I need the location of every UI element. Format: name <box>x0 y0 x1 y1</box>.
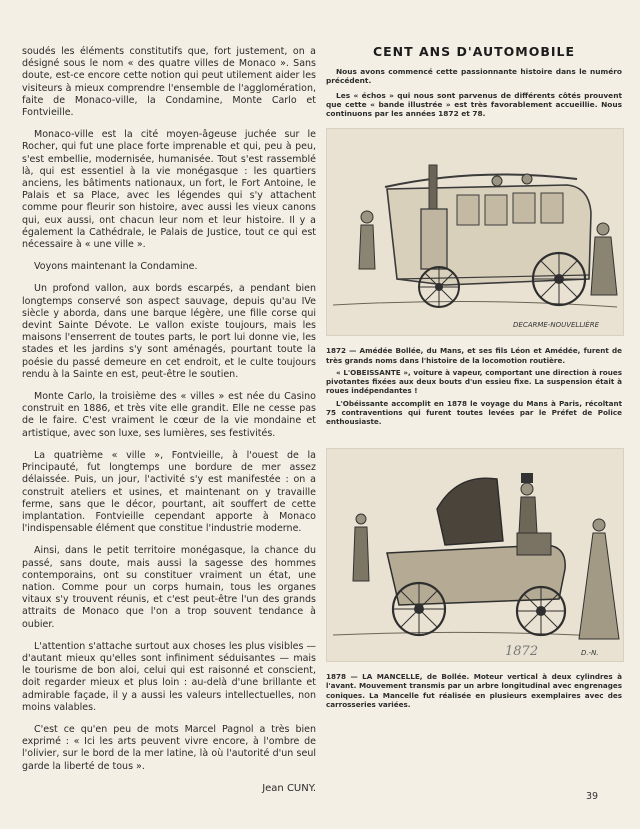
article-paragraph: soudés les éléments constitutifs que, fort justement, on a désigné sous le nom « des quatre villes de Monaco ». Sans doute, est-ce encore cette notion qui peut utilement aider les visiteurs à mieux comprendre l'ensemble de l'agglomération, faite de Monaco-ville, la Condamine, Monte Carlo et Fontvieille. <box>22 46 316 119</box>
illustration-caption: L'Obéissante accomplit en 1878 le voyage du Mans à Paris, récoltant 75 contraventions qui furent toutes levées par le Préfet de Police enthousiaste. <box>326 398 622 426</box>
steam-carriage-drawing <box>327 129 623 335</box>
article-paragraph: Monte Carlo, la troisième des « villes » est née du Casino construit en 1886, et très vite elle grandit. Elle ne cesse pas de le faire. C'est vraiment le cœur de la vie mondaine et artistique, avec son luxe, ses lumières, ses festivités. <box>22 391 316 439</box>
author-signature: Jean CUNY. <box>262 782 316 794</box>
article-paragraph: Ainsi, dans le petit territoire monégasque, la chance du passé, sans doute, mais aussi la sagesse des hommes contemporains, ont su constituer vraiment un état, une nation. Comme pour un corps humain, tous les organes vitaux s'y trouvent réunis, et c'est peut-être l'un des grands attraits de Monaco que l'on a trop souvent tendance à oubier. <box>22 545 316 630</box>
article-paragraph: C'est ce qu'en peu de mots Marcel Pagnol a très bien exprimé : « Ici les arts peuvent vivre encore, à l'ombre de l'olivier, sur le bord de la mer latine, là où l'autorité d'un seul garde la liberté de tous ». <box>22 723 316 772</box>
article-paragraph: Un profond vallon, aux bords escarpés, a pendant bien longtemps conservé son aspect sauvage, depuis qu'au IVe siècle y aborda, dans une barque légère, une fille corse qui devint Sainte Dévote. Le vallon existe toujours, mais les maisons l'enserrent de toutes parts, le port lui donne vie, les stades et les jardins s'y sont aménagés, pourtant toute la poésie du passé demeure en cet endroit, et le culte toujours rendu à la Sainte en est, peut-être le soutien. <box>22 283 316 380</box>
feature-heading: CENT ANS D'AUTOMOBILE <box>372 44 576 59</box>
page-number: 39 <box>586 791 599 802</box>
illustration-caption: 1878 — LA MANCELLE, de Bollée. Moteur vertical à deux cylindres à l'avant. Mouvement transmis par un arbre longitudinal avec engrenages coniques. La Mancelle fut réalisée en plusieurs exemplaires avec des carrosseries variées. <box>326 672 622 709</box>
la-mancelle-illustration <box>326 448 624 662</box>
artist-signature: D.-N. <box>581 649 599 658</box>
article-paragraph: L'attention s'attache surtout aux choses les plus visibles — d'autant mieux qu'elles sont infiniment séduisantes — mais le tourisme de bon aloi, celui qui est raisonné et conscient, doit regarder mieux et plus loin : au-delà d'une brillante et admirable façade, il y a aussi les valeurs intellectuelles, non moins valables. <box>22 640 316 713</box>
illustration-caption: « L'OBEISSANTE », voiture à vapeur, comportant une direction à roues pivotantes fixées aux deux bouts d'un essieu fixe. La suspension était à roues indépendantes ! <box>326 367 622 396</box>
right-column-feature <box>326 44 622 712</box>
steam-carriage-illustration <box>326 128 624 336</box>
intro-paragraph: Les « échos » qui nous sont parvenus de différents côtés prouvent que cette « bande illustrée » est très favorablement accueillie. Nous continuons par les années 1872 et 78. <box>326 90 622 119</box>
illustration-caption: 1872 — Amédée Bollée, du Mans, et ses fils Léon et Amédée, furent de très grands noms dans l'histoire de la locomotion routière. <box>326 346 622 365</box>
left-column-article <box>22 46 316 805</box>
artist-signature: DECARME-NOUVELLIÈRE <box>513 321 599 330</box>
article-paragraph: Voyons maintenant la Condamine. <box>34 261 198 273</box>
la-mancelle-drawing <box>327 449 623 661</box>
intro-paragraph: Nous avons commencé cette passionnante histoire dans le numéro précédent. <box>326 67 622 86</box>
article-paragraph: La quatrième « ville », Fontvieille, à l'ouest de la Principauté, fut longtemps une bordure de mer assez délaissée. Puis, un jour, l'activité s'y est manifestée : on a construit ateliers et usines, et maintenant on y travaille ferme, sans que le décor, pourtant, ait souffert de cette implantation. Fontvieille cependant apporte à Monaco l'indispensable élément que constitue l'industrie moderne. <box>22 449 316 535</box>
article-paragraph: Monaco-ville est la cité moyen-âgeuse juchée sur le Rocher, qui fut une place forte imprenable et qui, peu à peu, s'est embellie, modernisée, humanisée. Tout s'est rassemblé là, qui est essentiel à la vie monégasque : les quartiers anciens, les bâtiments nationaux, un fort, le Fort Antoine, le Palais et sa Place, avec les légendes qui s'y attachent comme pour fleurir son histoire, avec aussi les vieux canons qui, eux aussi, ont chacun leur nom et leur histoire. Il y a également la Cathédrale, le Palais de Justice, tout ce qui est nécessaire à « une ville ». <box>22 129 316 251</box>
handwritten-year-note: 1872 <box>505 644 539 660</box>
